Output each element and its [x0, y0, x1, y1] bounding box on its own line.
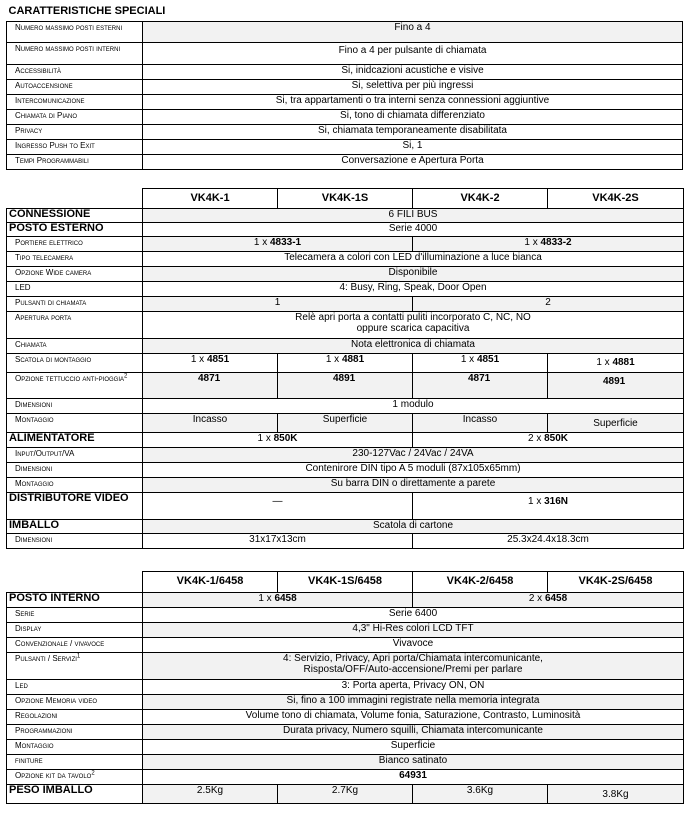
kit-header: VK4K-1S — [278, 189, 413, 209]
row-value: 4,3" Hi-Res colori LCD TFT — [143, 622, 684, 637]
kits-table — [6, 188, 684, 549]
row-value: Si, tra appartamenti o tra interni senza connessioni aggiuntive — [143, 94, 683, 109]
row-value: Si, 1 — [143, 139, 683, 154]
row-label: Autoaccensione — [7, 79, 143, 94]
row-value: Conversazione e Apertura Porta — [143, 154, 683, 169]
row-value: 3: Porta aperta, Privacy ON, ON — [143, 679, 684, 694]
row-value: Superficie — [143, 739, 684, 754]
row-label: Serie — [7, 607, 143, 622]
row-value: 3.8Kg — [548, 784, 684, 803]
row-value: Disponibile — [143, 267, 684, 282]
kit-header: VK4K-1/6458 — [143, 572, 278, 593]
special-features-table — [6, 6, 683, 170]
row-value: 6 FILI BUS — [143, 209, 684, 223]
row-label: Tempi Programmabili — [7, 154, 143, 169]
row-value: Scatola di cartone — [143, 520, 684, 534]
row-value: 1 x 6458 — [143, 592, 413, 607]
row-value: Vivavoce — [143, 637, 684, 652]
row-value: Volume tono di chiamata, Volume fonia, Saturazione, Contrasto, Luminosità — [143, 709, 684, 724]
kit-header: VK4K-1S/6458 — [278, 572, 413, 593]
row-value: Incasso — [143, 414, 278, 433]
row-value: Fino a 4 — [143, 21, 683, 42]
row-label: Regolazioni — [7, 709, 143, 724]
row-label: POSTO INTERNO — [7, 592, 143, 607]
kit-header: VK4K-2 — [413, 189, 548, 209]
row-label: Dimensioni — [7, 399, 143, 414]
row-label: Privacy — [7, 124, 143, 139]
row-value: 2 — [413, 297, 684, 312]
row-value: Su barra DIN o direttamente a parete — [143, 478, 684, 493]
row-value: 230-127Vac / 24Vac / 24VA — [143, 448, 684, 463]
row-label: finiture — [7, 754, 143, 769]
row-label: Chiamata di Piano — [7, 109, 143, 124]
kit-header: VK4K-2/6458 — [413, 572, 548, 593]
row-value: Si, tono di chiamata differenziato — [143, 109, 683, 124]
row-label: Opzione Wide camera — [7, 267, 143, 282]
row-value: 1 x 316N — [413, 493, 684, 520]
row-label: Pulsanti di chiamata — [7, 297, 143, 312]
row-label: CONNESSIONE — [7, 209, 143, 223]
row-label: Chiamata — [7, 339, 143, 354]
row-label: Opzione Memoria video — [7, 694, 143, 709]
row-value: Relè apri porta a contatti puliti incorporato C, NC, NO oppure scarica capacitiva — [143, 312, 684, 339]
row-value: 1 x 4881 — [548, 354, 684, 373]
row-label: Montaggio — [7, 478, 143, 493]
row-value: 3.6Kg — [413, 784, 548, 803]
row-label: Convenzionale / vivavoce — [7, 637, 143, 652]
row-value: Si, selettiva per più ingressi — [143, 79, 683, 94]
row-value: 25.3x24.4x18.3cm — [413, 534, 684, 549]
internal-units-table — [6, 571, 684, 804]
row-value: 2 x 6458 — [413, 592, 684, 607]
kit-header: VK4K-1 — [143, 189, 278, 209]
header-empty — [7, 572, 143, 593]
row-value: Superficie — [548, 414, 684, 433]
row-value: 2.7Kg — [278, 784, 413, 803]
row-value: 4891 — [278, 373, 413, 399]
kit-header: VK4K-2S — [548, 189, 684, 209]
row-value: Si, chiamata temporaneamente disabilitata — [143, 124, 683, 139]
row-value: Si, fino a 100 immagini registrate nella memoria integrata — [143, 694, 684, 709]
row-label: Input/Output/VA — [7, 448, 143, 463]
row-value: 31x17x13cm — [143, 534, 413, 549]
row-label: Tipo telecamera — [7, 252, 143, 267]
row-label: Dimensioni — [7, 463, 143, 478]
row-value: 1 x 4881 — [278, 354, 413, 373]
header-empty — [7, 189, 143, 209]
row-label: Intercomunicazione — [7, 94, 143, 109]
row-value: 1 x 4851 — [413, 354, 548, 373]
row-value: 1 x 850K — [143, 433, 413, 448]
row-value: 1 x 4851 — [143, 354, 278, 373]
row-label: Montaggio — [7, 414, 143, 433]
row-value: Bianco satinato — [143, 754, 684, 769]
row-value: 4871 — [143, 373, 278, 399]
row-label: Ingresso Push to Exit — [7, 139, 143, 154]
row-label: Montaggio — [7, 739, 143, 754]
row-label: POSTO ESTERNO — [7, 223, 143, 237]
row-value: 1 x 4833-1 — [143, 237, 413, 252]
row-value: — — [143, 493, 413, 520]
row-value: Serie 4000 — [143, 223, 684, 237]
row-value: 4891 — [548, 373, 684, 399]
row-label: Pulsanti / Servizi$^1$ — [7, 652, 143, 679]
row-value: Si, inidcazioni acustiche e visive — [143, 64, 683, 79]
row-label: PESO IMBALLO — [7, 784, 143, 803]
row-value: 4871 — [413, 373, 548, 399]
row-value: Durata privacy, Numero squilli, Chiamata intercomunicante — [143, 724, 684, 739]
row-value: Incasso — [413, 414, 548, 433]
row-label: Apertura porta — [7, 312, 143, 339]
row-label: Opzione tettuccio anti-pioggia$^2$ — [7, 373, 143, 399]
row-value: Contenirore DIN tipo A 5 moduli (87x105x65mm) — [143, 463, 684, 478]
row-value: 4: Servizio, Privacy, Apri porta/Chiamata intercomunicante, Risposta/OFF/Auto-accensione/Premi per parlare — [143, 652, 684, 679]
row-label: Dimensioni — [7, 534, 143, 549]
row-label: Scatola di montaggio — [7, 354, 143, 373]
row-label: LED — [7, 282, 143, 297]
row-label: Numero massimo posti esterni — [7, 21, 143, 42]
row-label: Led — [7, 679, 143, 694]
row-value: 64931 — [143, 769, 684, 784]
row-label: Accessibilità — [7, 64, 143, 79]
row-value: Superficie — [278, 414, 413, 433]
row-value: 1 modulo — [143, 399, 684, 414]
row-value: Serie 6400 — [143, 607, 684, 622]
row-label: ALIMENTATORE — [7, 433, 143, 448]
row-value: 1 x 4833-2 — [413, 237, 684, 252]
row-value: Nota elettronica di chiamata — [143, 339, 684, 354]
section-title: CARATTERISTICHE SPECIALI — [7, 6, 683, 21]
row-label: IMBALLO — [7, 520, 143, 534]
row-value: 2 x 850K — [413, 433, 684, 448]
row-label: DISTRIBUTORE VIDEO — [7, 493, 143, 520]
row-label: Portiere elettrico — [7, 237, 143, 252]
row-label: Numero massimo posti interni — [7, 42, 143, 64]
kit-header: VK4K-2S/6458 — [548, 572, 684, 593]
row-value: Fino a 4 per pulsante di chiamata — [143, 42, 683, 64]
row-value: 4: Busy, Ring, Speak, Door Open — [143, 282, 684, 297]
row-label: Display — [7, 622, 143, 637]
row-value: Telecamera a colori con LED d'illuminazione a luce bianca — [143, 252, 684, 267]
row-label: Opzione kit da tavolo$^2$ — [7, 769, 143, 784]
row-value: 2.5Kg — [143, 784, 278, 803]
row-value: 1 — [143, 297, 413, 312]
row-label: Programmazioni — [7, 724, 143, 739]
